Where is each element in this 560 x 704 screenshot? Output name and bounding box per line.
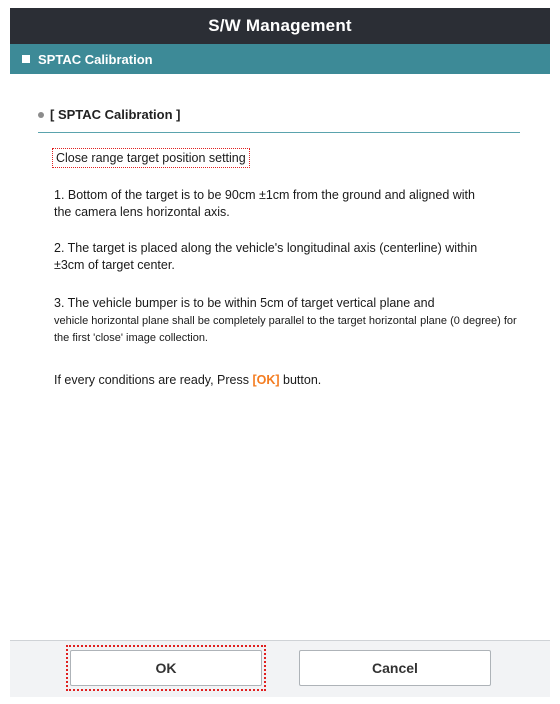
instruction-step-1 (54, 187, 524, 221)
ok-button-annotation (66, 645, 266, 691)
step-2-line-2: ±3cm of target center. (54, 258, 175, 272)
section-title: SPTAC Calibration (38, 51, 153, 67)
window-title-bar (10, 8, 550, 44)
instruction-step-3 (54, 295, 524, 346)
bullet-dot-icon (38, 112, 44, 118)
instruction-step-2 (54, 240, 524, 274)
heading-divider (38, 132, 520, 133)
step-subheading: Close range target position setting (52, 148, 250, 168)
instructions-panel (10, 74, 550, 640)
step-1-line-1: 1. Bottom of the target is to be 90cm ±1cm from the ground and aligned with (54, 188, 475, 202)
square-bullet-icon (22, 55, 30, 63)
ok-highlight-text: [OK] (252, 373, 280, 387)
step-3-line-2: vehicle horizontal plane shall be completely parallel to the target horizontal (54, 315, 417, 327)
window-title: S/W Management (208, 16, 352, 35)
step-3-line-1: 3. The vehicle bumper is to be within 5cm of target vertical plane and (54, 296, 435, 310)
step-2-line-1: 2. The target is placed along the vehicle's longitudinal axis (centerline) within (54, 241, 478, 255)
ok-button[interactable]: OK (70, 650, 262, 686)
section-header (10, 44, 550, 74)
step-3-line-3: plane (0 degree) for the first 'close' image collection. (54, 315, 517, 344)
ready-text-suffix: button. (279, 373, 322, 387)
step-1-line-2: the camera lens horizontal axis. (54, 205, 230, 219)
content-heading-label: [ SPTAC Calibration ] (50, 107, 181, 122)
button-bar (10, 640, 550, 697)
ready-text-prefix: If every conditions are ready, Press (54, 373, 253, 387)
cancel-button[interactable]: Cancel (299, 650, 491, 686)
ready-instruction (54, 372, 524, 389)
content-heading (38, 107, 180, 122)
